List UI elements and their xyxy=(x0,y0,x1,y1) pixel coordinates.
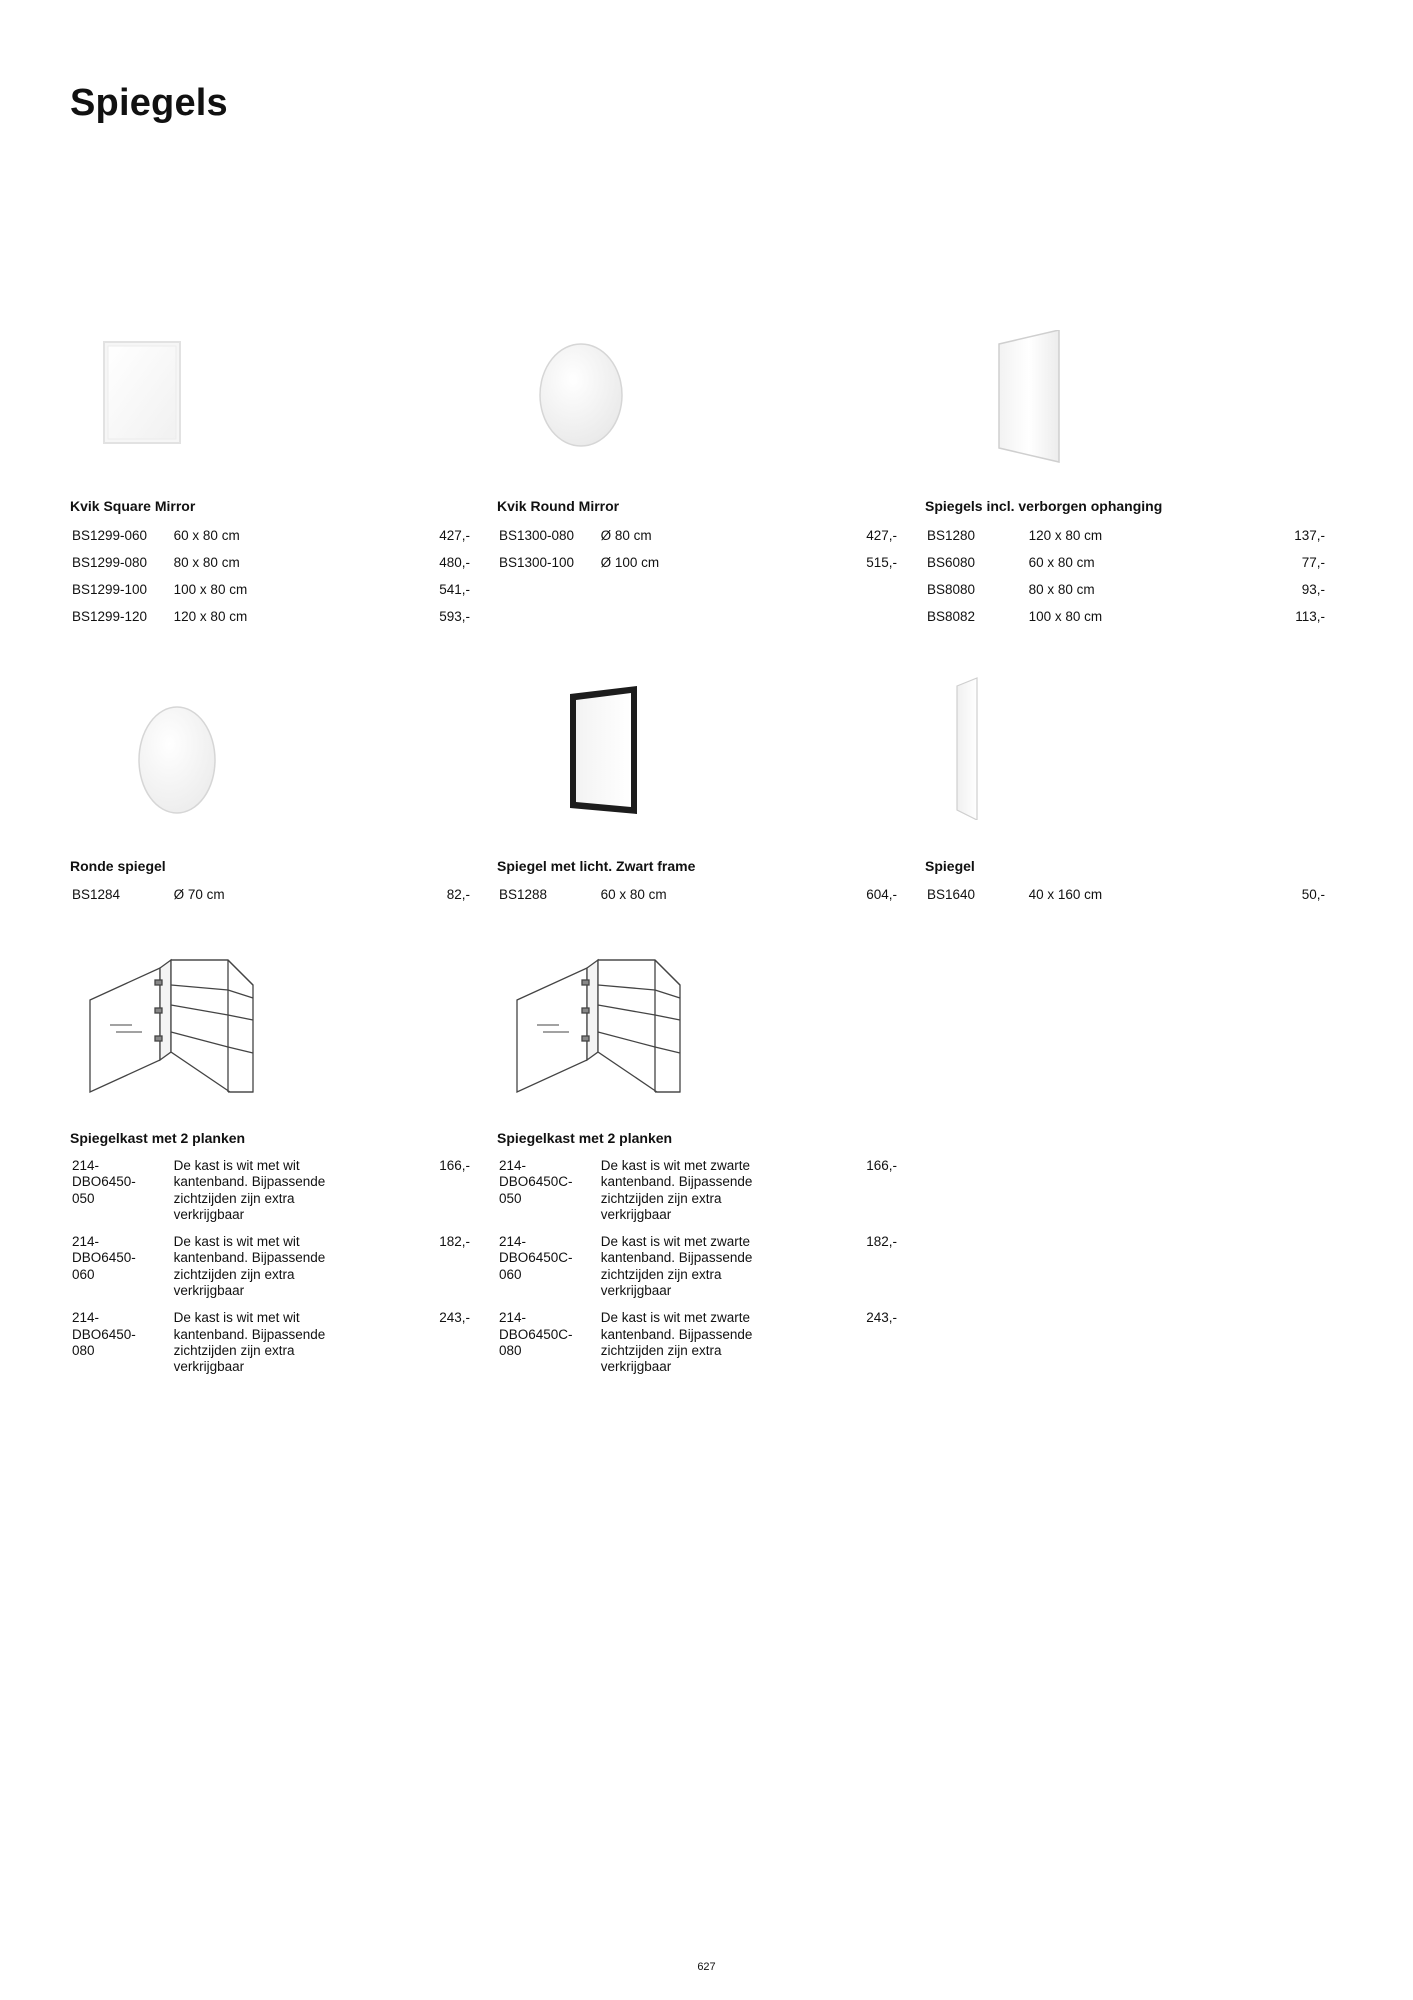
product-variant-table xyxy=(497,887,897,914)
page-number: 627 xyxy=(697,1961,716,1973)
product-image xyxy=(497,680,897,820)
rectangular-mirror-image xyxy=(925,330,1325,465)
product-image xyxy=(925,670,1325,820)
product-image xyxy=(70,330,470,460)
table-row: BS6080 60 x 80 cm 77,- xyxy=(927,555,1325,570)
table-row: BS1280 120 x 80 cm 137,- xyxy=(927,528,1325,543)
product-variant-table xyxy=(70,887,470,914)
table-row: BS1300-080 Ø 80 cm 427,- xyxy=(499,528,897,543)
product-title: Spiegel xyxy=(925,858,975,874)
table-row: BS1288 60 x 80 cm 604,- xyxy=(499,887,897,902)
table-row: BS1300-100 Ø 100 cm 515,- xyxy=(499,555,897,570)
product-title: Ronde spiegel xyxy=(70,858,166,874)
product-image xyxy=(70,690,470,820)
product-variant-table xyxy=(925,887,1325,914)
product-title: Kvik Square Mirror xyxy=(70,498,196,514)
mirror-cabinet-image xyxy=(70,950,470,1100)
product-variant-table xyxy=(497,1158,897,1387)
product-variant-table xyxy=(70,528,470,636)
product-title: Spiegelkast met 2 planken xyxy=(497,1130,673,1146)
oval-mirror-image xyxy=(70,690,470,820)
product-title: Spiegels incl. verborgen ophanging xyxy=(925,498,1163,514)
page-title: Spiegels xyxy=(70,82,228,124)
table-row: BS8082 100 x 80 cm 113,- xyxy=(927,609,1325,624)
product-image xyxy=(925,330,1325,465)
product-title: Spiegelkast met 2 planken xyxy=(70,1130,246,1146)
table-row: BS1640 40 x 160 cm 50,- xyxy=(927,887,1325,902)
product-image xyxy=(497,330,897,460)
product-image xyxy=(497,950,897,1100)
product-variant-table xyxy=(70,1158,470,1387)
table-row: BS1299-080 80 x 80 cm 480,- xyxy=(72,555,470,570)
table-row: 214- DBO6450- 050 De kast is wit met wit kantenband. Bijpassende zichtzijden zijn extra verkrijgbaar 166,- xyxy=(72,1158,470,1222)
table-row: 214- DBO6450- 060 De kast is wit met wit kantenband. Bijpassende zichtzijden zijn extra verkrijgbaar 182,- xyxy=(72,1234,470,1299)
product-variant-table xyxy=(497,528,897,582)
mirror-cabinet-image xyxy=(497,950,897,1100)
table-row: 214- DBO6450C- 060 De kast is wit met zwarte kantenband. Bijpassende zichtzijden zijn extra verkrijgbaar 182,- xyxy=(499,1234,897,1299)
table-row: 214- DBO6450- 080 De kast is wit met wit kantenband. Bijpassende zichtzijden zijn extra verkrijgbaar 243,- xyxy=(72,1310,470,1375)
black-frame-mirror-image xyxy=(497,680,897,820)
table-row: BS1284 Ø 70 cm 82,- xyxy=(72,887,470,902)
table-row: BS1299-060 60 x 80 cm 427,- xyxy=(72,528,470,543)
round-mirror-image xyxy=(497,330,897,460)
table-row: BS8080 80 x 80 cm 93,- xyxy=(927,582,1325,597)
product-variant-table xyxy=(925,528,1325,636)
table-row: BS1299-120 120 x 80 cm 593,- xyxy=(72,609,470,624)
product-image xyxy=(70,950,470,1100)
table-row: 214- DBO6450C- 050 De kast is wit met zwarte kantenband. Bijpassende zichtzijden zijn extra verkrijgbaar 166,- xyxy=(499,1158,897,1222)
product-title: Kvik Round Mirror xyxy=(497,498,620,514)
table-row: 214- DBO6450C- 080 De kast is wit met zwarte kantenband. Bijpassende zichtzijden zijn extra verkrijgbaar 243,- xyxy=(499,1310,897,1375)
product-title: Spiegel met licht. Zwart frame xyxy=(497,858,696,874)
table-row: BS1299-100 100 x 80 cm 541,- xyxy=(72,582,470,597)
square-mirror-image xyxy=(70,330,470,460)
tall-mirror-image xyxy=(925,670,1325,820)
